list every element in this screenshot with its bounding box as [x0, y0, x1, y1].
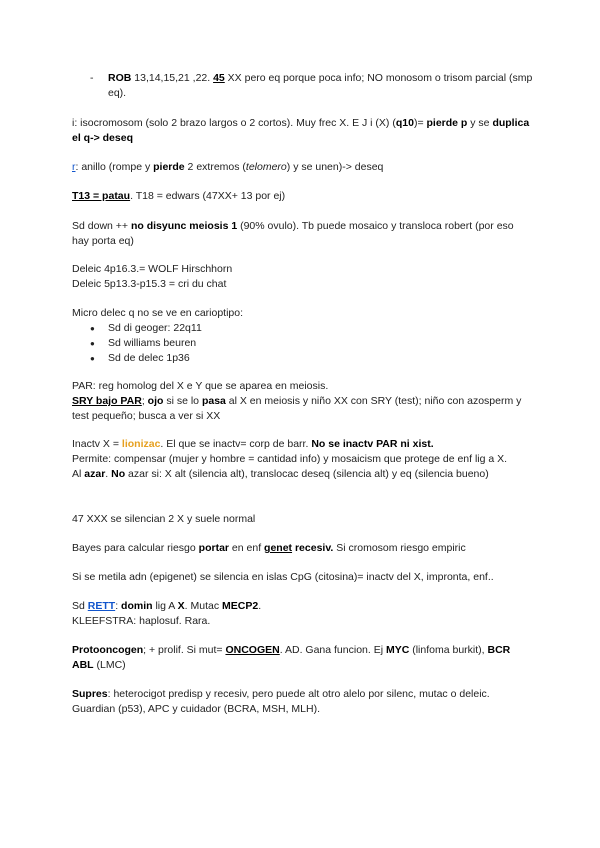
protooncogen-paragraph: Protooncogen; + prolif. Si mut= ONCOGEN. AD. Gana funcion. Ej MYC (linfoma burkit), BCR ABL (LMC) [72, 644, 511, 671]
supres-paragraph: Supres: heterocigot predisp y recesiv, pero puede alt otro alelo por silenc, mutac o deleic. Guardian (p53), APC y cuidador (BCRA, MSH, MLH). [72, 688, 490, 715]
micro-title: Micro delec q no se ve en carioptipo: [72, 307, 244, 319]
list-item: ● Sd williams beuren [72, 336, 202, 351]
rett-paragraph: Sd RETT: domin lig A X. Mutac MECP2. KLEEFSTRA: haplosuf. Rara. [72, 600, 262, 627]
par-paragraph: PAR: reg homolog del X e Y que se aparea en meiosis. SRY bajo PAR; ojo si se lo pasa al X en meiosis y niño XX con SRY (test); niño con azosperm y test pequeño; busca a ver si XX [72, 380, 522, 422]
xxx-paragraph: 47 XXX se silencian 2 X y suele normal [72, 513, 256, 525]
metila-paragraph: Si se metila adn (epigenet) se silencia en islas CpG (citosina)= inactv del X, impronta, enf.. [72, 571, 494, 583]
deleic-paragraph: Deleic 4p16.3.= WOLF Hirschhorn Deleic 5p13.3-p15.3 = cri du chat [72, 263, 233, 290]
trisomy-paragraph: T13 = patau. T18 = edwars (47XX+ 13 por ej) [72, 190, 286, 202]
r-link[interactable]: r [72, 161, 76, 173]
list-item: ● Sd di geoger: 22q11 [72, 321, 202, 336]
anillo-paragraph: r: anillo (rompe y pierde 2 extremos (telomero) y se unen)-> deseq [72, 161, 384, 173]
inactv-paragraph: Inactv X = lionizac. El que se inactv= corp de barr. No se inactv PAR ni xist. Permite: compensar (mujer y hombre = cantidad info) y mosaicism que protege de enf lig a X. Al azar. No azar si: X alt (silencia alt), translocac deseq (silencia alt) y eq (silencia bueno) [72, 438, 508, 480]
list-dash: - [90, 72, 94, 84]
isocromosom-paragraph: i: isocromosom (solo 2 brazo largos o 2 cortos). Muy frec X. E J i (X) (q10)= pierde p y se duplica el q-> deseq [72, 117, 530, 144]
list-item: ● Sd de delec 1p36 [72, 351, 202, 366]
bayes-paragraph: Bayes para calcular riesgo portar en enf genet recesiv. Si cromosom riesgo empiric [72, 542, 466, 554]
micro-list [72, 321, 202, 366]
rob-text: ROB 13,14,15,21 ,22. 45 XX pero eq porque poca info; NO monosom o trisom parcial (smp eq). [108, 72, 533, 99]
rett-link[interactable]: RETT [87, 600, 116, 612]
down-paragraph: Sd down ++ no disyunc meiosis 1 (90% ovulo). Tb puede mosaico y transloca robert (por eso hay porta eq) [72, 220, 514, 247]
